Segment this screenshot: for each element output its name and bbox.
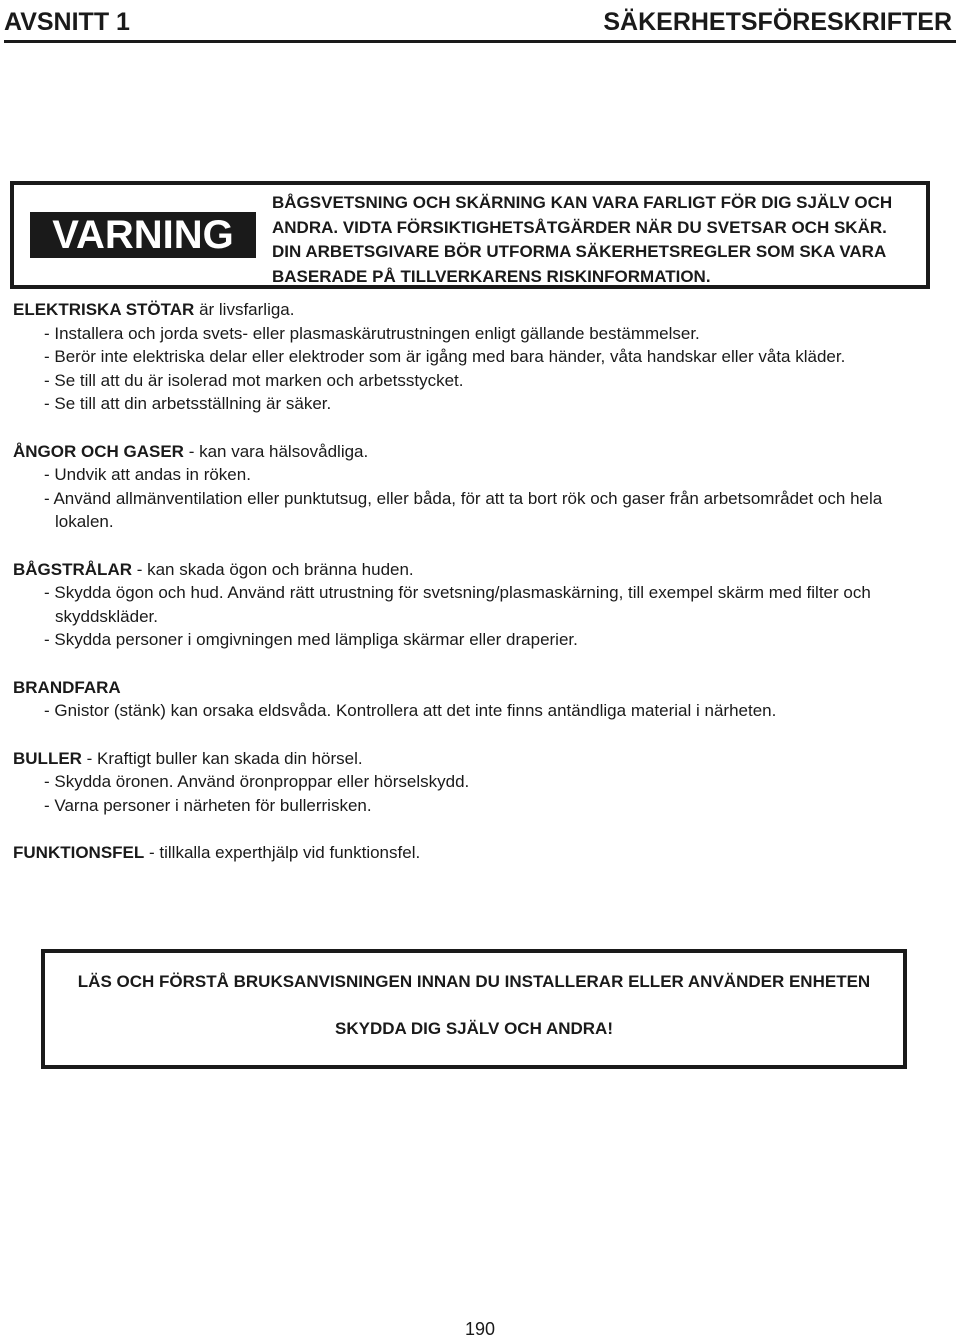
page-title: SÄKERHETSFÖRESKRIFTER bbox=[603, 8, 952, 36]
section-title bbox=[13, 841, 943, 865]
section-title bbox=[13, 558, 943, 582]
notice-line-2: SKYDDA DIG SJÄLV OCH ANDRA! bbox=[335, 1019, 613, 1038]
list-item: - Se till att din arbetsställning är säker. bbox=[44, 394, 332, 413]
section-noise bbox=[13, 747, 943, 818]
section-title bbox=[13, 747, 943, 771]
page-header bbox=[4, 6, 956, 43]
warning-box bbox=[10, 181, 930, 289]
safety-sections bbox=[13, 298, 943, 889]
list-item: - Skydda öronen. Använd öronproppar eller hörselskydd. bbox=[44, 772, 470, 791]
list-item: - Installera och jorda svets- eller plasmaskärutrustningen enligt gällande bestämmelser. bbox=[44, 323, 700, 343]
section-heading: BRANDFARA bbox=[13, 677, 121, 697]
section-heading: ÅNGOR OCH GASER bbox=[13, 441, 184, 461]
section-heading: FUNKTIONSFEL bbox=[13, 843, 145, 862]
section-subtitle: - kan skada ögon och bränna huden. bbox=[132, 559, 414, 579]
section-subtitle: är livsfarliga. bbox=[194, 300, 295, 319]
notice-line-1: LÄS OCH FÖRSTÅ BRUKSANVISNINGEN INNAN DU INSTALLERAR ELLER ANVÄNDER ENHETEN bbox=[77, 972, 871, 991]
warning-line: BASERADE PÅ TILLVERKARENS RISKINFORMATION. bbox=[272, 266, 711, 286]
section-heading: ELEKTRISKA STÖTAR bbox=[13, 300, 195, 319]
list-item: - Varna personer i närheten för bullerrisken. bbox=[44, 795, 372, 815]
section-fumes-gases bbox=[13, 440, 943, 534]
section-title bbox=[13, 676, 943, 700]
section-fire-hazard bbox=[13, 676, 943, 723]
section-heading: BÅGSTRÅLAR bbox=[13, 559, 132, 579]
section-title bbox=[13, 440, 943, 464]
section-electric-shock bbox=[13, 298, 943, 416]
list-item: - Skydda personer i omgivningen med lämpliga skärmar eller draperier. bbox=[44, 630, 578, 649]
list-item: - Gnistor (stänk) kan orsaka eldsvåda. Kontrollera att det inte finns antändliga material i närheten. bbox=[44, 701, 777, 720]
section-subtitle: - Kraftigt buller kan skada din hörsel. bbox=[81, 748, 363, 768]
warning-text bbox=[272, 191, 922, 289]
list-item: - Undvik att andas in röken. bbox=[44, 465, 251, 484]
page-number: 190 bbox=[464, 1319, 496, 1339]
section-heading: BULLER bbox=[13, 748, 82, 768]
warning-label: VARNING bbox=[30, 212, 256, 258]
list-item: - Skydda ögon och hud. Använd rätt utrustning för svetsning/plasmaskärning, till exempel skärm med filter och skyddskläder. bbox=[44, 583, 871, 626]
list-item: - Använd allmänventilation eller punktutsug, eller båda, för att ta bort rök och gaser från arbetsområdet och hela lokalen. bbox=[44, 488, 883, 531]
section-malfunction bbox=[13, 841, 943, 865]
list-item: - Se till att du är isolerad mot marken och arbetsstycket. bbox=[44, 370, 464, 390]
warning-line: BÅGSVETSNING OCH SKÄRNING KAN VARA FARLIGT FÖR DIG SJÄLV OCH bbox=[272, 193, 893, 212]
list-item: - Berör inte elektriska delar eller elektroder som är igång med bara händer, våta handskar eller våta kläder. bbox=[44, 347, 846, 366]
section-label: AVSNITT 1 bbox=[4, 8, 130, 36]
section-subtitle: - tillkalla experthjälp vid funktionsfel. bbox=[144, 843, 421, 862]
section-title bbox=[13, 298, 943, 322]
warning-line: ANDRA. VIDTA FÖRSIKTIGHETSÅTGÄRDER NÄR DU SVETSAR OCH SKÄR. bbox=[272, 217, 887, 237]
notice-box bbox=[41, 949, 907, 1069]
warning-line: DIN ARBETSGIVARE BÖR UTFORMA SÄKERHETSREGLER SOM SKA VARA bbox=[272, 242, 887, 261]
section-subtitle: - kan vara hälsovådliga. bbox=[183, 441, 369, 461]
section-arc-rays bbox=[13, 558, 943, 652]
